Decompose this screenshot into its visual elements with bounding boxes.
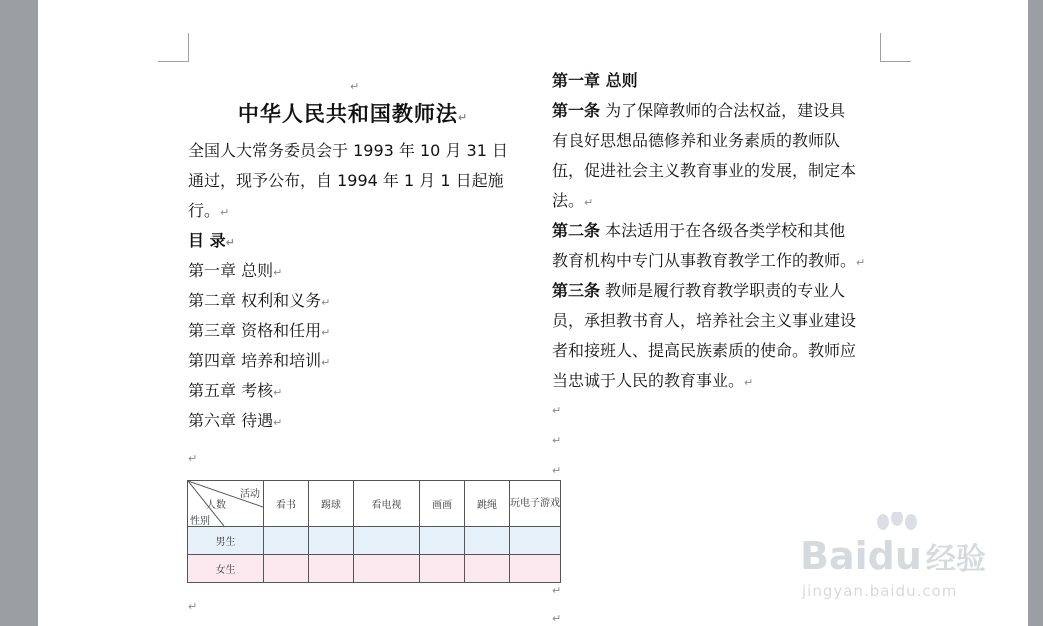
table-cell[interactable] — [308, 555, 353, 583]
column-header: 看电视 — [353, 481, 419, 527]
table-cell[interactable] — [308, 527, 353, 555]
crop-mark-top-left — [158, 33, 189, 62]
table-cell[interactable] — [420, 555, 465, 583]
toc-item[interactable]: 第二章 权利和义务↵ — [188, 291, 331, 310]
article-line: 第一条 为了保障教师的合法权益，建设具 — [552, 101, 846, 120]
column-header: 跳绳 — [465, 481, 510, 527]
table-cell[interactable] — [465, 527, 510, 555]
column-header: 看书 — [264, 481, 309, 527]
paragraph-mark: ↵ — [552, 434, 562, 447]
watermark-cn: 经验 — [925, 542, 986, 577]
row-label: 女生 — [188, 555, 264, 583]
toc-item[interactable]: 第六章 待遇↵ — [188, 411, 283, 430]
crop-mark-top-right — [880, 33, 911, 62]
watermark-brand: Bai — [800, 534, 868, 578]
intro-line: 全国人大常务委员会于 1993 年 10 月 31 日 — [188, 141, 508, 160]
corner-label-gender: 性别 — [190, 516, 210, 527]
table-cell[interactable] — [510, 527, 561, 555]
paragraph-mark: ↵ — [552, 464, 562, 477]
intro-line: 行。↵ — [188, 201, 230, 220]
table-cell[interactable] — [465, 555, 510, 583]
right-column — [552, 66, 882, 396]
article-line: 法。↵ — [552, 191, 594, 210]
watermark-url: jingyan.baidu.com — [802, 582, 958, 600]
table-header-row — [188, 481, 561, 527]
paragraph-mark: ↵ — [188, 452, 198, 465]
toc-heading: 目 录↵ — [188, 231, 235, 250]
table-cell[interactable] — [353, 555, 419, 583]
article-line: 第三条 教师是履行教育教学职责的专业人 — [552, 281, 846, 300]
toc-item[interactable]: 第五章 考核↵ — [188, 381, 283, 400]
right-gutter — [1028, 0, 1043, 626]
baidu-watermark — [800, 512, 1000, 612]
table-cell[interactable] — [353, 527, 419, 555]
corner-label-count: 人数 — [206, 500, 226, 511]
column-header: 画画 — [420, 481, 465, 527]
toc-item[interactable]: 第一章 总则↵ — [188, 261, 283, 280]
paragraph-mark: ↵ — [552, 404, 562, 417]
intro-paragraph — [188, 136, 518, 436]
article-line: 伍，促进社会主义教育事业的发展，制定本 — [552, 161, 857, 180]
watermark-brand-2: du — [867, 534, 922, 578]
table-cell[interactable] — [420, 527, 465, 555]
paragraph-mark: ↵ — [552, 584, 562, 597]
intro-line: 通过，现予公布，自 1994 年 1 月 1 日起施 — [188, 171, 504, 190]
column-header: 踢球 — [308, 481, 353, 527]
left-gutter — [0, 0, 38, 626]
article-line: 员，承担教书育人，培养社会主义事业建设 — [552, 311, 857, 330]
row-label: 男生 — [188, 527, 264, 555]
table-row — [188, 555, 561, 583]
activity-survey-table[interactable] — [187, 480, 561, 583]
article-line: 第二条 本法适用于在各级各类学校和其他 — [552, 221, 846, 240]
chapter-heading: 第一章 总则 — [552, 71, 638, 90]
article-line: 者和接班人、提高民族素质的使命。教师应 — [552, 341, 857, 360]
article-line: 教育机构中专门从事教育教学工作的教师。↵ — [552, 251, 866, 270]
document-title: 中华人民共和国教师法↵ — [237, 102, 469, 126]
table-cell[interactable] — [264, 527, 309, 555]
toc-item[interactable]: 第四章 培养和培训↵ — [188, 351, 331, 370]
paragraph-mark: ↵ — [552, 612, 562, 625]
diagonal-header-cell — [188, 481, 264, 527]
article-line: 当忠诚于人民的教育事业。↵ — [552, 371, 754, 390]
table-row — [188, 527, 561, 555]
table-cell[interactable] — [264, 555, 309, 583]
article-line: 有良好思想品德修养和业务素质的教师队 — [552, 131, 841, 150]
column-header: 玩电子游戏 — [510, 481, 561, 527]
corner-label-activity: 活动 — [240, 489, 260, 500]
paragraph-mark: ↵ — [350, 80, 360, 93]
toc-item[interactable]: 第三章 资格和任用↵ — [188, 321, 331, 340]
paragraph-mark: ↵ — [188, 600, 198, 613]
table-cell[interactable] — [510, 555, 561, 583]
